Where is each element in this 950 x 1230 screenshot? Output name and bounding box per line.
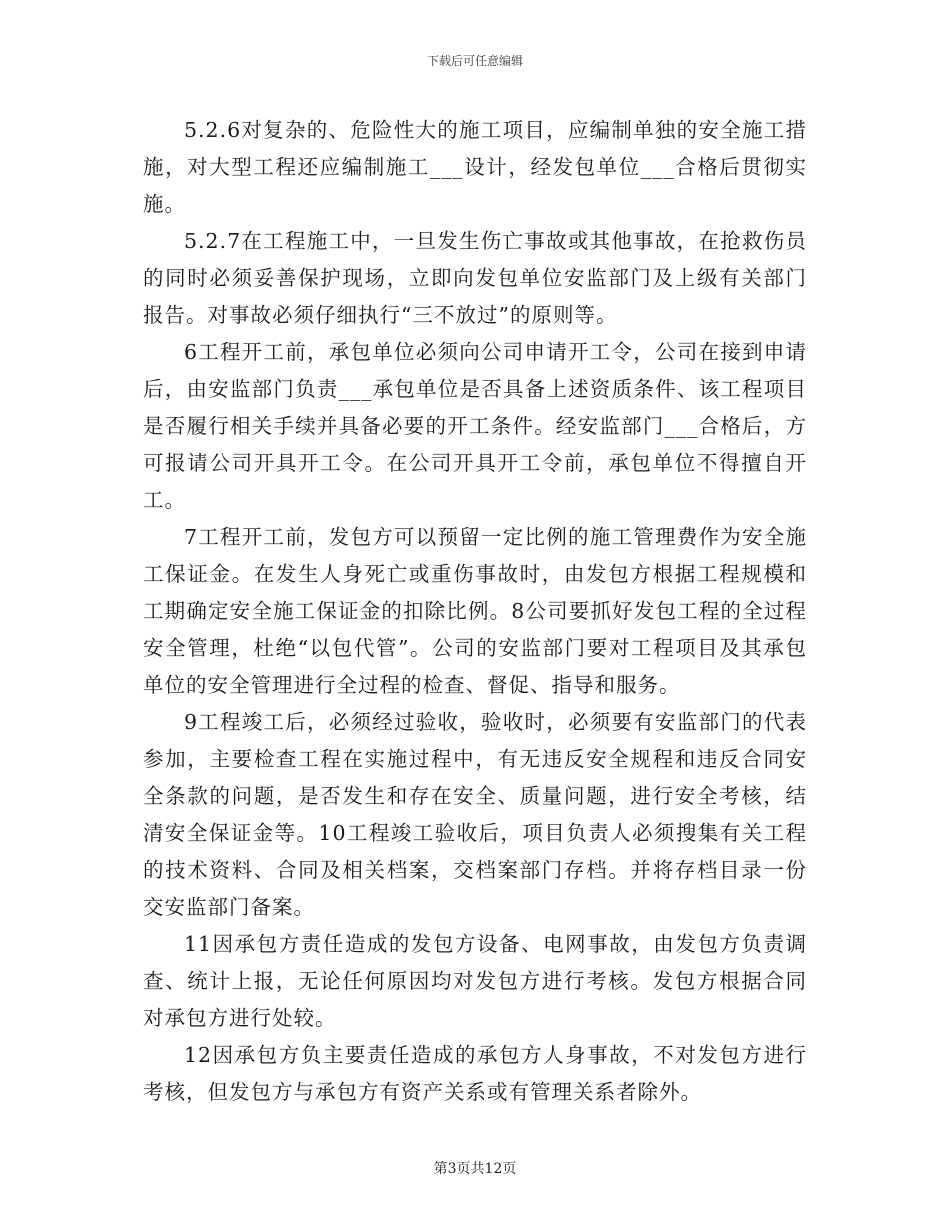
paragraph-5-2-6: 5.2.6对复杂的、危险性大的施工项目，应编制单独的安全施工措施，对大型工程还应编制施工___设计，经发包单位___合格后贯彻实施。 xyxy=(143,118,807,216)
document-body xyxy=(143,112,807,1111)
page-header: 下载后可任意编辑 xyxy=(426,54,523,68)
paragraph-12: 12因承包方负主要责任造成的承包方人身事故，不对发包方进行考核，但发包方与承包方有资产关系或有管理关系者除外。 xyxy=(143,1043,807,1104)
paragraph-7-8: 7工程开工前，发包方可以预留一定比例的施工管理费作为安全施工保证金。在发生人身死亡或重伤事故时，由发包方根据工程规模和工期确定安全施工保证金的扣除比例。8公司要抓好发包工程的全过程安全管理，杜绝“以包代管”。公司的安监部门要对工程项目及其承包单位的安全管理进行全过程的检查、督促、指导和服务。 xyxy=(143,525,807,697)
paragraph-6: 6工程开工前，承包单位必须向公司申请开工令，公司在接到申请后，由安监部门负责___承包单位是否具备上述资质条件、该工程项目是否履行相关手续并具备必要的开工条件。经安监部门___合格后，方可报请公司开具开工令。在公司开具开工令前，承包单位不得擅自开工。 xyxy=(143,340,807,512)
paragraph-5-2-7: 5.2.7在工程施工中，一旦发生伤亡事故或其他事故，在抢救伤员的同时必须妥善保护现场，立即向发包单位安监部门及上级有关部门报告。对事故必须仔细执行“三不放过”的原则等。 xyxy=(143,229,807,327)
page-number-footer: 第3页共12页 xyxy=(433,1161,517,1177)
paragraph-9-10: 9工程竣工后，必须经过验收，验收时，必须要有安监部门的代表参加，主要检查工程在实施过程中，有无违反安全规程和违反合同安全条款的问题，是否发生和存在安全、质量问题，进行安全考核，结清安全保证金等。10工程竣工验收后，项目负责人必须搜集有关工程的技术资料、合同及相关档案，交档案部门存档。并将存档目录一份交安监部门备案。 xyxy=(143,710,807,919)
paragraph-11: 11因承包方责任造成的发包方设备、电网事故，由发包方负责调查、统计上报，无论任何原因均对发包方进行考核。发包方根据合同对承包方进行处较。 xyxy=(143,932,807,1030)
